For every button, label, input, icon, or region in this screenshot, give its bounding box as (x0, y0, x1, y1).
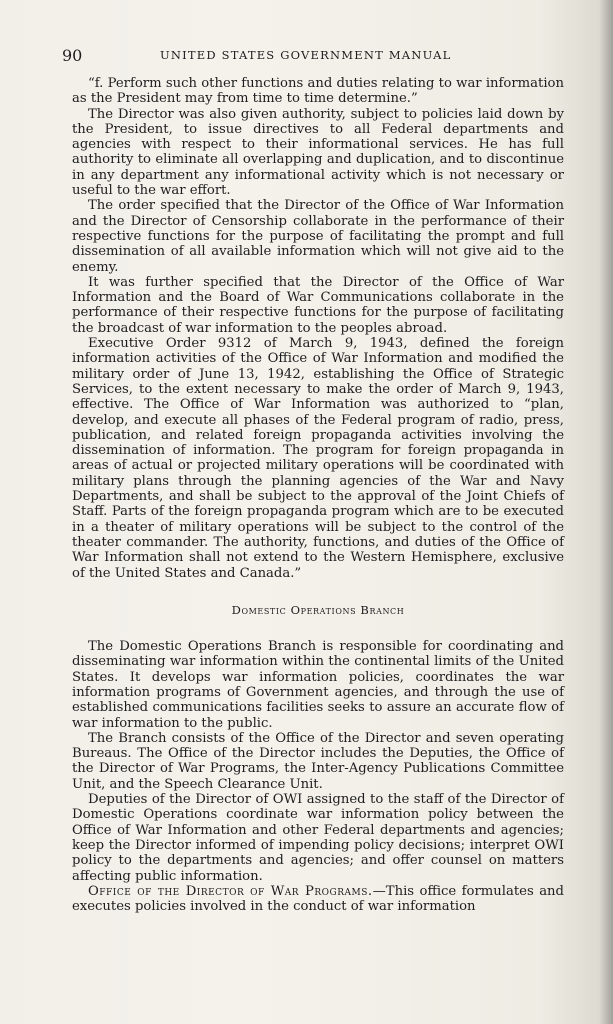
paragraph-censorship: The order specified that the Director of the Office of War Information and the Director of Censorship collaborate in the performance of their respective functions for the purpose of facilitating the prompt and full dissemination of all available information which will not give aid to the enemy. (72, 198, 564, 275)
run-in-text: —This office formulates and executes policies involved in the conduct of war information (72, 883, 564, 915)
running-head (62, 46, 562, 66)
page-edge-shadow (599, 0, 613, 1024)
running-head-title: UNITED STATES GOVERNMENT MANUAL (160, 48, 452, 62)
paragraph-war-programs (72, 884, 564, 915)
page-number: 90 (62, 46, 83, 65)
body-text (72, 76, 564, 914)
paragraph-quote-end: “f. Perform such other functions and duties relating to war information as the President may from time to time determine.” (72, 76, 564, 107)
run-in-heading: Office of the Director of War Programs. (88, 883, 373, 899)
paragraph-executive-order: Executive Order 9312 of March 9, 1943, defined the foreign information activities of the Office of War Information and modified the military order of June 13, 1942, establishing the Office of Strategic Services, to the extent necessary to make the order of March 9, 1943, effective. The Office of War Information was authorized to “plan, develop, and execute all phases of the Federal program of radio, press, publication, and related foreign propaganda activities involving the dissemination of information. The program for foreign propaganda in areas of actual or projected military operations will be coordinated with military plans through the planning agencies of the War and Navy Departments, and shall be subject to the approval of the Joint Chiefs of Staff. Parts of the foreign propaganda program which are to be executed in a theater of military operations will be subject to the control of the theater commander. The authority, functions, and duties of the Office of War Information shall not extend to the Western Hemisphere, exclusive of the United States and Canada.” (72, 336, 564, 581)
paragraph-branch-structure: The Branch consists of the Office of the Director and seven operating Bureaus. The Office of the Director includes the Deputies, the Office of the Director of War Programs, the Inter-Agency Publications Committee Unit, and the Speech Clearance Unit. (72, 730, 564, 792)
paragraph-domestic-branch: The Domestic Operations Branch is responsible for coordinating and disseminating war information within the continental limits of the United States. It develops war information policies, coordinates the war information programs of Government agencies, and through the use of established communications facilities seeks to assure an accurate flow of war information to the public. (72, 639, 564, 731)
paragraph-deputies: Deputies of the Director of OWI assigned to the staff of the Director of Domestic Operations coordinate war information policy between the Office of War Information and other Federal departments and agencies; keep the Director informed of impending policy decisions; interpret OWI policy to the departments and agencies; and offer counsel on matters affecting public information. (72, 792, 564, 884)
paragraph-director-authority: The Director was also given authority, subject to policies laid down by the President, to issue directives to all Federal departments and agencies with respect to their informational services. He has full authority to eliminate all overlapping and duplication, and to discontinue in any department any informational activity which is not necessary or useful to the war effort. (72, 106, 564, 199)
section-heading: Domestic Operations Branch (231, 602, 405, 617)
paragraph-board-communications: It was further specified that the Director of the Office of War Information and the Board of War Communications collaborate in the performance of their respective functions for the purpose of facilitating the broadcast of war information to the peoples abroad. (72, 274, 564, 336)
